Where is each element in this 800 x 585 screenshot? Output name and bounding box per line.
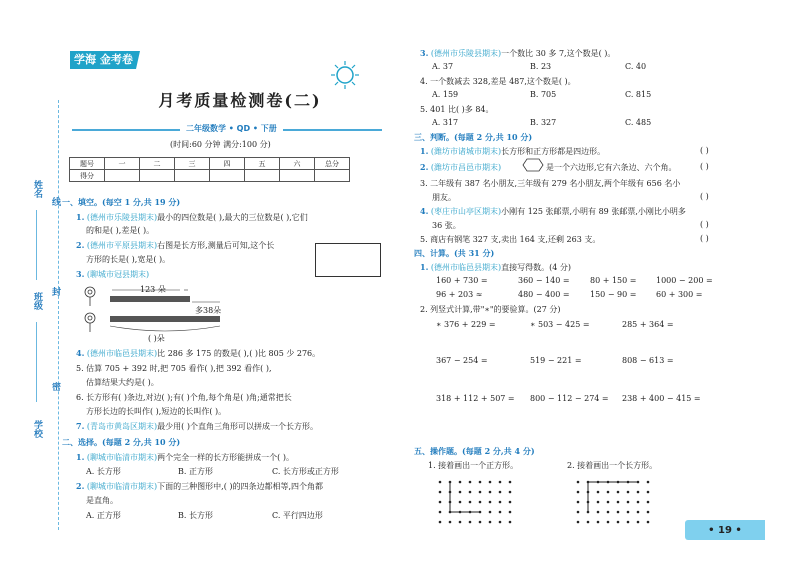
- score-table-header-row: [70, 158, 350, 170]
- operation-1: 1. 接着画出一个正方形。: [428, 461, 519, 470]
- grid-dot: [479, 491, 482, 494]
- grid-dot: [509, 521, 512, 524]
- score-cell: 总分: [315, 158, 350, 170]
- grid-dot: [489, 521, 492, 524]
- grid-dot: [647, 511, 650, 514]
- judge-3-answer[interactable]: ( ): [700, 192, 709, 201]
- question-number: 1.: [420, 262, 429, 272]
- vertical-calc-item[interactable]: 238 + 400 − 415 =: [622, 394, 701, 403]
- grid-dot: [499, 481, 502, 484]
- question-5-cont: 估算结果大约是( )。: [86, 378, 159, 387]
- calc-1: [420, 262, 571, 273]
- choice-4-option-c[interactable]: C. 815: [625, 90, 652, 99]
- question-3: [76, 269, 149, 280]
- question-number: 4.: [420, 206, 429, 216]
- question-text: 比 286 多 175 的数是( ),( )比 805 少 276。: [157, 349, 321, 358]
- grid-dot: [499, 511, 502, 514]
- grid-dot: [509, 501, 512, 504]
- question-5: 5. 估算 705 + 392 时,把 705 看作( ),把 392 看作( ),: [76, 364, 272, 373]
- question-text: 最小的四位数是( ),最大的三位数是( ),它们: [157, 213, 308, 222]
- question-number: 4.: [76, 348, 85, 358]
- score-cell: 五: [245, 158, 280, 170]
- hexagon-icon: [522, 158, 544, 172]
- question-source: (聊城市冠县期末): [86, 270, 150, 279]
- choice-1-option-c[interactable]: C. 长方形或正方形: [272, 467, 339, 476]
- question-source: (聊城市临清市期末): [86, 482, 158, 491]
- judge-2-text: 是一个六边形,它有六条边、六个角。: [546, 163, 677, 172]
- grid-dot: [597, 501, 600, 504]
- grid-dot: [597, 511, 600, 514]
- grid-dot: [617, 491, 620, 494]
- section-judge: 三、判断。(每题 2 分,共 10 分): [414, 132, 533, 142]
- score-input-cell[interactable]: [315, 170, 350, 182]
- question-source: (德州市平原县期末): [86, 241, 158, 250]
- operation-2: 2. 接着画出一个长方形。: [567, 461, 658, 470]
- grid-dot: [509, 511, 512, 514]
- grid-dot: [627, 491, 630, 494]
- calc-item[interactable]: 360 − 140 =: [518, 276, 570, 285]
- grid-dot: [459, 481, 462, 484]
- question-source: (青岛市黄岛区期末): [86, 422, 158, 431]
- line-mark: 线: [52, 198, 62, 208]
- question-source: (潍坊市诸城市期末): [430, 147, 502, 156]
- grid-dot: [479, 501, 482, 504]
- question-source: (德州市临邑县期末): [430, 263, 502, 272]
- grid-dot: [587, 521, 590, 524]
- choice-3-option-a[interactable]: A. 37: [432, 62, 454, 71]
- score-cell: 六: [280, 158, 315, 170]
- choice-5-option-a[interactable]: A. 317: [432, 118, 459, 127]
- grid-dot: [627, 511, 630, 514]
- grid-dot: [479, 481, 482, 484]
- grid-dot: [469, 501, 472, 504]
- question-source: (枣庄市山亭区期末): [430, 207, 502, 216]
- question-6-cont: 方形长边的长叫作( ),短边的长叫作( )。: [86, 407, 227, 416]
- choice-1-option-a[interactable]: A. 长方形: [86, 467, 121, 476]
- sun-icon: [330, 60, 360, 90]
- grade-label: 二年级数学 • QD • 下册: [180, 123, 283, 134]
- grid-dot: [439, 521, 442, 524]
- score-table: [69, 157, 350, 182]
- score-input-cell[interactable]: [210, 170, 245, 182]
- grid-dot: [459, 491, 462, 494]
- question-source: (德州市临邑县期末): [86, 349, 158, 358]
- name-label: 姓名: [32, 180, 42, 198]
- grid-dot: [597, 521, 600, 524]
- choice-4-option-b[interactable]: B. 705: [530, 90, 557, 99]
- question-source: (潍坊市昌邑市期末): [430, 163, 502, 172]
- choice-5-option-b[interactable]: B. 327: [530, 118, 557, 127]
- question-2: [76, 240, 274, 251]
- calc-item[interactable]: 1000 − 200 =: [656, 276, 713, 285]
- grid-dot: [647, 491, 650, 494]
- score-table-score-row: [70, 170, 350, 182]
- grid-dot: [449, 521, 452, 524]
- score-cell: 二: [140, 158, 175, 170]
- grid-dot: [607, 521, 610, 524]
- judge-1: [420, 146, 605, 157]
- question-text: 最少用( )个直角三角形可以拼成一个长方形。: [157, 422, 318, 431]
- vertical-calc-item[interactable]: 808 − 613 =: [622, 356, 674, 365]
- seal-mark: 封: [52, 288, 62, 298]
- question-1: [76, 212, 308, 223]
- grid-dot: [597, 491, 600, 494]
- choice-1-option-b[interactable]: B. 正方形: [178, 467, 213, 476]
- grid-dot: [509, 491, 512, 494]
- grid-dot: [607, 511, 610, 514]
- name-line: [36, 210, 37, 280]
- score-input-cell[interactable]: [175, 170, 210, 182]
- grid-dot: [509, 481, 512, 484]
- choice-2-option-a[interactable]: A. 正方形: [86, 511, 121, 520]
- question-number: 2.: [76, 240, 85, 250]
- grid-dot: [459, 521, 462, 524]
- section-operation: 五、操作题。(每题 2 分,共 4 分): [414, 446, 535, 456]
- grid-dot: [577, 481, 580, 484]
- rectangle-figure: [315, 243, 381, 277]
- grid-dot: [617, 501, 620, 504]
- question-number: 7.: [76, 421, 85, 431]
- grid-dot: [439, 511, 442, 514]
- calc-item[interactable]: 96 + 203 ≈: [436, 290, 483, 299]
- grid-dot: [647, 521, 650, 524]
- grid-dot: [439, 501, 442, 504]
- score-input-cell[interactable]: [280, 170, 315, 182]
- score-cell: 题号: [70, 158, 105, 170]
- flower-answer-blank: ( )朵: [148, 334, 165, 343]
- brand-logo: [68, 45, 178, 75]
- question-number: 1.: [76, 212, 85, 222]
- calc-item[interactable]: 60 + 300 =: [656, 290, 703, 299]
- vertical-calc-item[interactable]: ∗ 503 − 425 =: [530, 320, 590, 329]
- judge-4: [420, 206, 686, 217]
- question-number: 2.: [420, 162, 429, 172]
- question-2-cont: 方形的长是( ),宽是( )。: [86, 255, 171, 264]
- flower-total-label: 123 朵: [140, 285, 166, 294]
- class-label: 班级: [32, 292, 42, 310]
- grid-dot: [479, 521, 482, 524]
- grid-dot: [499, 491, 502, 494]
- grid-dot: [637, 521, 640, 524]
- grid-dot: [627, 521, 630, 524]
- grid-dot: [489, 511, 492, 514]
- calc-item[interactable]: 160 + 730 =: [436, 276, 488, 285]
- choice-4: 4. 一个数减去 328,差是 487,这个数是( )。: [420, 77, 576, 86]
- grid-dot: [577, 501, 580, 504]
- grid-dot: [469, 481, 472, 484]
- choice-4-option-a[interactable]: A. 159: [432, 90, 459, 99]
- question-text: 长方形和正方形都是四边形。: [501, 147, 606, 156]
- choice-2-option-b[interactable]: B. 长方形: [178, 511, 213, 520]
- question-text: 小刚有 125 张邮票,小明有 89 张邮票,小刚比小明多: [501, 207, 686, 216]
- flower-icon: [85, 287, 95, 332]
- section-choice: 二、选择。(每题 2 分,共 10 分): [62, 437, 181, 447]
- judge-4-cont: 36 张。: [432, 221, 461, 230]
- binding-dashed-line: [58, 100, 59, 530]
- calc-item[interactable]: 80 + 150 =: [590, 276, 637, 285]
- vertical-calc-item[interactable]: ∗ 376 + 229 =: [436, 320, 496, 329]
- judge-2-answer[interactable]: ( ): [700, 162, 709, 171]
- question-number: 1.: [420, 146, 429, 156]
- page-title: 月考质量检测卷(二): [158, 91, 322, 110]
- choice-5: 5. 401 比( )多 84。: [420, 105, 494, 114]
- question-number: 3.: [76, 269, 85, 279]
- drawn-line: [588, 482, 638, 512]
- class-line: [36, 322, 37, 402]
- vertical-calc-item[interactable]: 367 − 254 =: [436, 356, 488, 365]
- grid-dot: [499, 521, 502, 524]
- question-4: [76, 348, 320, 359]
- score-cell: 三: [175, 158, 210, 170]
- grid-dot: [607, 491, 610, 494]
- judge-5-answer[interactable]: ( ): [700, 234, 709, 243]
- question-number: 2.: [76, 481, 85, 491]
- vertical-calc-item[interactable]: 800 − 112 − 274 =: [530, 394, 609, 403]
- grid-dot: [647, 481, 650, 484]
- score-cell: 一: [105, 158, 140, 170]
- grid-dot: [637, 501, 640, 504]
- school-label: 学校: [32, 420, 42, 438]
- grid-dot: [489, 491, 492, 494]
- question-source: (德州市乐陵县期末): [430, 49, 502, 58]
- logo-text: 学海 金考卷: [74, 53, 133, 66]
- section-fill-in: 一、填空。(每空 1 分,共 19 分): [62, 197, 181, 207]
- judge-2: [420, 162, 501, 173]
- question-text: 一个数比 30 多 7,这个数是( )。: [501, 49, 616, 58]
- grid-dot: [459, 501, 462, 504]
- grid-dot: [577, 521, 580, 524]
- section-calculate: 四、计算。(共 31 分): [414, 248, 495, 258]
- calc-2: 2. 列竖式计算,带"∗"的要验算。(27 分): [420, 305, 561, 314]
- choice-2: [76, 481, 323, 492]
- question-text: 下面的三种图形中,( )的四条边都相等,四个角都: [157, 482, 324, 491]
- choice-2-option-c[interactable]: C. 平行四边形: [272, 511, 323, 520]
- judge-4-answer[interactable]: ( ): [700, 220, 709, 229]
- question-1-cont: 的和是( ),差是( )。: [86, 226, 155, 235]
- dot-grid-rectangle[interactable]: [574, 478, 654, 528]
- score-input-cell[interactable]: [105, 170, 140, 182]
- grid-dot: [607, 501, 610, 504]
- vertical-calc-item[interactable]: 285 + 364 =: [622, 320, 674, 329]
- grid-dot: [469, 491, 472, 494]
- mi-mark: 密: [52, 383, 62, 393]
- exam-info: (时间:60 分钟 满分:100 分): [170, 140, 271, 149]
- choice-3-option-b[interactable]: B. 23: [530, 62, 552, 71]
- question-number: 3.: [420, 48, 429, 58]
- choice-5-option-c[interactable]: C. 485: [625, 118, 652, 127]
- page-number: • 19 •: [685, 520, 765, 540]
- dot-grid-square[interactable]: [436, 478, 516, 528]
- grid-dot: [617, 511, 620, 514]
- question-6: 6. 长方形有( )条边,对边( );有( )个角,每个角是( )角;通常把长: [76, 393, 292, 402]
- question-7: [76, 421, 318, 432]
- flower-more-label: 多38朵: [195, 306, 222, 315]
- grid-dot: [637, 511, 640, 514]
- grid-dot: [489, 481, 492, 484]
- question-source: (聊城市临清市期末): [86, 453, 158, 462]
- judge-3-cont: 朋友。: [432, 193, 456, 202]
- judge-1-answer[interactable]: ( ): [700, 146, 709, 155]
- grid-dot: [439, 481, 442, 484]
- vertical-calc-item[interactable]: 318 + 112 + 507 =: [436, 394, 515, 403]
- question-text: 右图是长方形,测量后可知,这个长: [157, 241, 275, 250]
- grid-dot: [469, 521, 472, 524]
- score-input-cell[interactable]: [245, 170, 280, 182]
- calc-item[interactable]: 480 − 400 =: [518, 290, 570, 299]
- judge-3: 3. 二年级有 387 名小朋友,三年级有 279 名小朋友,两个年级有 656 名小: [420, 179, 681, 188]
- choice-3: [420, 48, 615, 59]
- grid-dot: [647, 501, 650, 504]
- grid-dot: [489, 501, 492, 504]
- vertical-calc-item[interactable]: 519 − 221 =: [530, 356, 582, 365]
- grid-dot: [577, 491, 580, 494]
- score-cell: 四: [210, 158, 245, 170]
- grid-dot: [637, 491, 640, 494]
- score-input-cell[interactable]: [140, 170, 175, 182]
- choice-1: [76, 452, 294, 463]
- grid-dot: [439, 491, 442, 494]
- grid-dot: [617, 521, 620, 524]
- drawn-line: [450, 482, 480, 512]
- grid-dot: [499, 501, 502, 504]
- choice-3-option-c[interactable]: C. 40: [625, 62, 647, 71]
- calc-item[interactable]: 150 − 90 =: [590, 290, 637, 299]
- score-cell: 得分: [70, 170, 105, 182]
- question-text: 两个完全一样的长方形能拼成一个( )。: [157, 453, 294, 462]
- choice-2-cont: 是直角。: [86, 496, 118, 505]
- grid-dot: [577, 511, 580, 514]
- judge-5: 5. 商店有钢笔 327 支,卖出 164 支,还剩 263 支。: [420, 235, 601, 244]
- grid-dot: [627, 501, 630, 504]
- question-source: (德州市乐陵县期末): [86, 213, 158, 222]
- question-text: 直接写得数。(4 分): [501, 263, 572, 272]
- question-number: 1.: [76, 452, 85, 462]
